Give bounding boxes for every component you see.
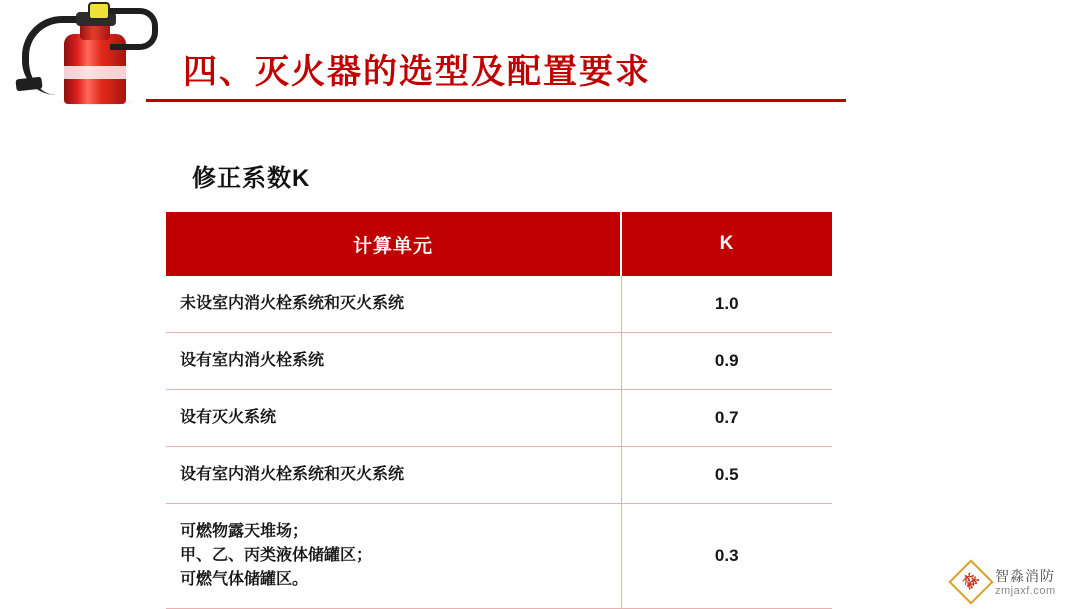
page-title: 四、灭火器的选型及配置要求: [183, 53, 651, 91]
table-header-row: [166, 212, 832, 276]
slide-header: [0, 0, 1080, 110]
table-row: [166, 504, 832, 609]
section-subtitle: 修正系数K: [192, 165, 311, 192]
table-row: [166, 390, 832, 447]
cell-unit-line: 甲、乙、丙类液体储罐区；: [180, 547, 373, 564]
cell-k: 1.0: [621, 276, 832, 333]
cell-unit: 设有室内消火栓系统: [166, 333, 621, 390]
table-row: [166, 447, 832, 504]
column-header-k: K: [621, 212, 832, 276]
cell-k: 0.7: [621, 390, 832, 447]
fire-extinguisher-icon: [14, 0, 154, 104]
watermark-url: zmjaxf.com: [995, 585, 1056, 597]
cell-unit: [166, 504, 621, 609]
watermark-name: 智淼消防: [995, 568, 1055, 584]
cell-k: 0.9: [621, 333, 832, 390]
cell-unit-line: 可燃物露天堆场；: [180, 523, 309, 540]
cell-unit: 未设室内消火栓系统和灭火系统: [166, 276, 621, 333]
watermark: [955, 564, 1067, 602]
extinguisher-label-band: [64, 66, 126, 79]
column-header-unit: 计算单元: [166, 212, 621, 276]
cell-unit: 设有灭火系统: [166, 390, 621, 447]
cell-unit: 设有室内消火栓系统和灭火系统: [166, 447, 621, 504]
table-row: [166, 276, 832, 333]
cell-k: 0.3: [621, 504, 832, 609]
cell-unit-line: 可燃气体储罐区。: [180, 571, 309, 588]
coefficient-table: [166, 212, 832, 609]
cell-k: 0.5: [621, 447, 832, 504]
table-row: [166, 333, 832, 390]
extinguisher-safety-pin: [88, 2, 110, 20]
logo-glyph: 淼: [959, 569, 983, 593]
header-divider: [146, 99, 846, 102]
extinguisher-handle: [110, 8, 158, 50]
